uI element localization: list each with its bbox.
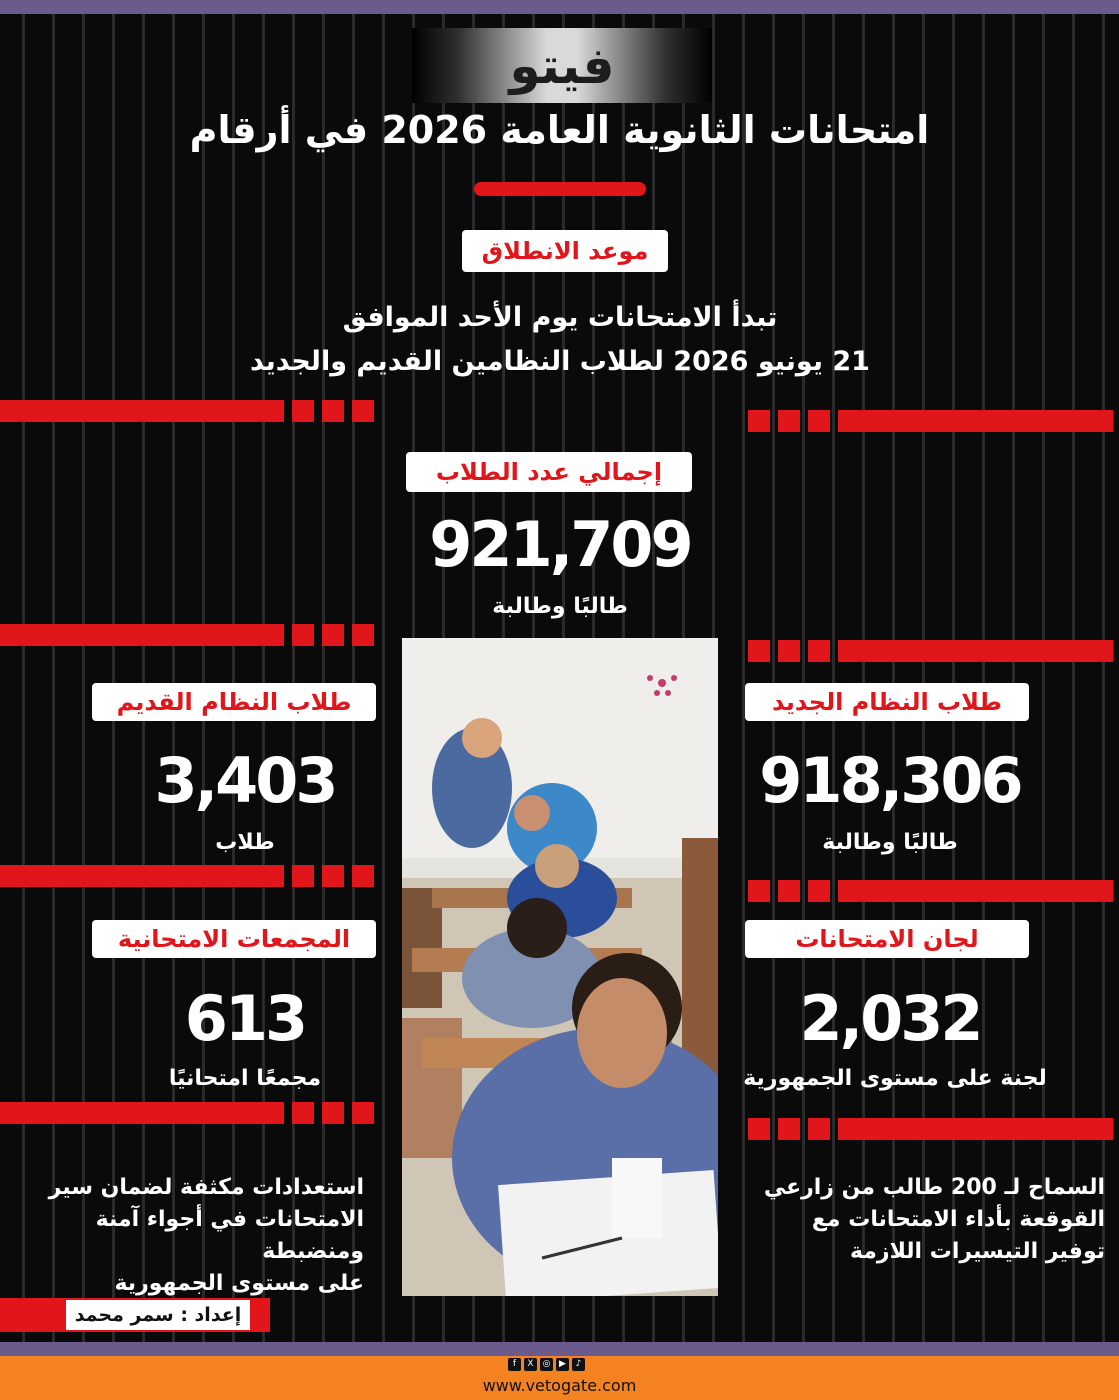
note-right-line-3: توفير التيسيرات اللازمة	[849, 1239, 1105, 1264]
tiktok-icon[interactable]: ♪	[572, 1358, 585, 1371]
note-left-line-2: الامتحانات في أجواء آمنة ومنضبطة	[95, 1207, 364, 1264]
committees-value: 2,032	[799, 982, 981, 1055]
divider-bar-right-2	[748, 640, 1113, 662]
start-line-2: 21 يونيو 2026 لطلاب النظامين القديم والجديد	[250, 346, 870, 377]
logo-text: فيتو	[509, 36, 615, 95]
credit-text: إعداد : سمر محمد	[66, 1300, 250, 1330]
page-title: امتحانات الثانوية العامة 2026 في أرقام	[189, 108, 930, 152]
note-left-line-3: على مستوى الجمهورية	[114, 1271, 364, 1296]
x-icon[interactable]: X	[524, 1358, 537, 1371]
students-exam-photo	[402, 638, 718, 1296]
note-left	[14, 1172, 364, 1300]
note-right-line-1: السماح لـ 200 طالب من زارعي	[763, 1175, 1105, 1200]
old-system-label: طلاب النظام القديم	[92, 683, 376, 721]
divider-bar-left-3	[0, 865, 374, 887]
committees-label: لجان الامتحانات	[745, 920, 1029, 958]
start-label: موعد الانطلاق	[462, 230, 668, 272]
facebook-icon[interactable]: f	[508, 1358, 521, 1371]
old-system-value: 3,403	[154, 744, 336, 817]
complexes-unit: مجمعًا امتحانيًا	[168, 1066, 322, 1091]
divider-bar-right-3	[748, 880, 1113, 902]
note-left-line-1: استعدادات مكثفة لضمان سير	[48, 1175, 364, 1200]
old-system-unit: طلاب	[215, 830, 275, 855]
divider-bar-left-4	[0, 1102, 374, 1124]
total-unit: طالبًا وطالبة	[492, 594, 628, 619]
divider-bar-right-4	[748, 1118, 1113, 1140]
top-strip	[0, 0, 1119, 14]
social-icons	[508, 1358, 585, 1371]
note-right	[740, 1172, 1105, 1268]
new-system-unit: طالبًا وطالبة	[822, 830, 958, 855]
instagram-icon[interactable]: ◎	[540, 1358, 553, 1371]
website-link[interactable]: www.vetogate.com	[482, 1376, 637, 1395]
brand-logo	[412, 28, 712, 103]
complexes-label: المجمعات الامتحانية	[92, 920, 376, 958]
youtube-icon[interactable]: ▶	[556, 1358, 569, 1371]
committees-unit: لجنة على مستوى الجمهورية	[743, 1066, 1047, 1091]
new-system-value: 918,306	[759, 744, 1021, 817]
footer-strip	[0, 1342, 1119, 1356]
divider-bar-right-1	[748, 410, 1113, 432]
divider-bar-left-2	[0, 624, 374, 646]
complexes-value: 613	[184, 982, 306, 1055]
divider-bar-left-1	[0, 400, 374, 422]
total-label: إجمالي عدد الطلاب	[406, 452, 692, 492]
new-system-label: طلاب النظام الجديد	[745, 683, 1029, 721]
note-right-line-2: القوقعة بأداء الامتحانات مع	[811, 1207, 1105, 1232]
title-underline	[474, 182, 646, 196]
total-value: 921,709	[429, 508, 691, 581]
start-line-1: تبدأ الامتحانات يوم الأحد الموافق	[342, 302, 778, 333]
